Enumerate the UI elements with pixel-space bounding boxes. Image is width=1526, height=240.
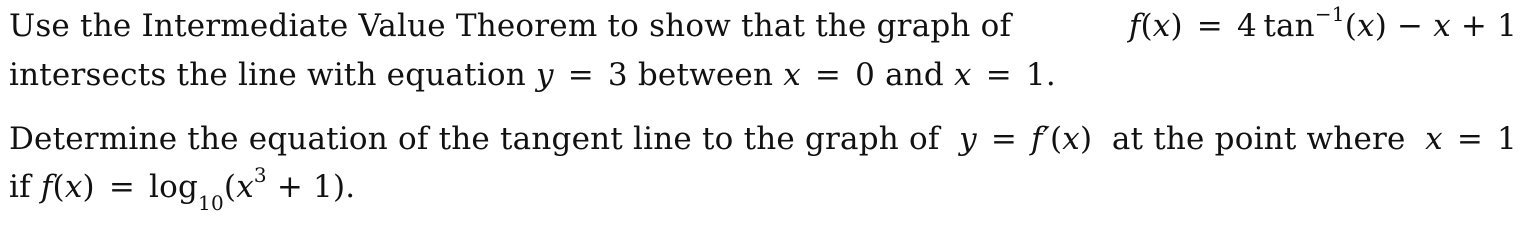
variable-x: x (64, 169, 83, 205)
problem1-line2 (9, 55, 1056, 95)
problem1-intro-text: Use the Intermediate Value Theorem to show that the graph of (9, 8, 1012, 44)
if-text: if (9, 169, 31, 205)
variable-x: x (1357, 8, 1375, 44)
problem2-line1 (9, 119, 1517, 159)
log-base: 10 (198, 191, 224, 216)
equals-sign: = (990, 121, 1018, 157)
coefficient-4: 4 (1236, 8, 1257, 44)
problem1-line1 (9, 1, 1517, 46)
constant-1: 1 (1497, 8, 1517, 44)
paren-open: ( (52, 169, 65, 205)
variable-x: x (954, 57, 972, 93)
cube-exponent: 3 (253, 162, 267, 187)
equals-sign: = (1456, 121, 1484, 157)
variable-x: x (783, 57, 801, 93)
problem1-line-text: intersects the line with equation (9, 57, 526, 93)
function-f-prime: f′ (1031, 121, 1050, 157)
document (9, 0, 1517, 231)
close-paren-period: ). (332, 169, 356, 205)
variable-x: x (1433, 8, 1451, 44)
problem2-function-definition (40, 162, 356, 216)
equals-sign: = (985, 57, 1012, 93)
problem1-function-definition (1128, 1, 1517, 46)
paren-open: ( (223, 169, 237, 205)
problem2-intro-text: Determine the equation of the tangent line to the graph of (9, 121, 940, 157)
variable-y: y (959, 121, 977, 157)
constant-1: 1 (313, 169, 333, 205)
equals-sign: = (567, 57, 594, 93)
paren-close: ) (1079, 121, 1093, 157)
inverse-exponent: −1 (1314, 1, 1345, 26)
constant-1: 1 (1497, 121, 1517, 157)
plus-sign: + (1460, 8, 1488, 44)
plus-sign: + (276, 169, 304, 205)
paren-open: ( (1049, 121, 1063, 157)
variable-x: x (1425, 121, 1443, 157)
paren-open: ( (1344, 8, 1358, 44)
minus-sign: − (1397, 8, 1424, 44)
x-equals-1 (1425, 119, 1517, 159)
function-f: f (1128, 8, 1141, 44)
constant-0: 0 (855, 57, 876, 93)
variable-x: x (236, 169, 254, 205)
tan-function: tan (1263, 8, 1315, 44)
paren-open: ( (1140, 8, 1153, 44)
paren-close: ) (1374, 8, 1387, 44)
problem2-derivative-expression (959, 119, 1092, 159)
between-text: between (637, 57, 774, 93)
paren-close: ) (1170, 8, 1183, 44)
function-f: f (40, 169, 53, 205)
constant-1-end: 1. (1025, 57, 1056, 93)
variable-x: x (1062, 121, 1080, 157)
log-function: log (149, 169, 199, 205)
paren-close: ) (82, 169, 95, 205)
equals-sign: = (814, 57, 842, 93)
constant-3: 3 (607, 57, 628, 93)
variable-y: y (535, 57, 554, 93)
and-text: and (885, 57, 944, 93)
problem2-line2 (9, 162, 356, 216)
equals-sign: = (1196, 8, 1223, 44)
equals-sign: = (108, 169, 136, 205)
variable-x: x (1152, 8, 1171, 44)
at-point-text: at the point where (1111, 121, 1406, 157)
